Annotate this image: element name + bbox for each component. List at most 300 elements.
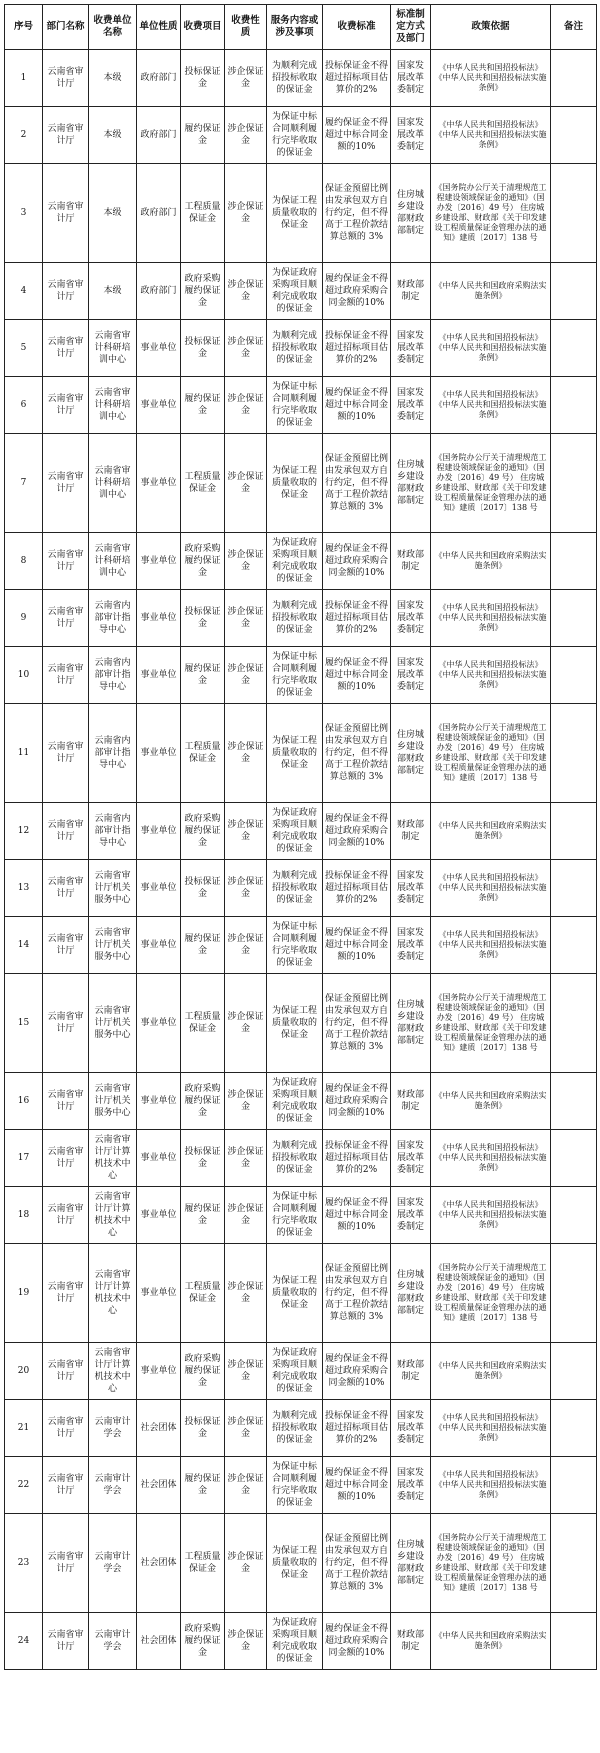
cell-remark (551, 704, 597, 803)
cell-standard: 保证金预留比例由发承包双方自行约定，但不得高于工程价款结算总额的 3% (323, 1514, 391, 1613)
cell-maker: 财政部制定 (391, 803, 431, 860)
table-row (5, 1244, 597, 1343)
cell-nature: 政府部门 (137, 164, 181, 263)
cell-remark (551, 1457, 597, 1514)
cell-type: 涉企保证金 (225, 917, 267, 974)
cell-unit: 云南省审计厅计算机技术中心 (89, 1187, 137, 1244)
cell-policy: 《国务院办公厅关于清理规范工程建设领域保证金的通知》（国办发〔2016〕49 号） 住房城乡建设部、财政部《关于印发建设工程质量保证金管理办法的通知》建质〔2017〕138 号 (431, 434, 551, 533)
cell-policy: 《中华人民共和国招投标法》《中华人民共和国招投标法实施条例》 (431, 377, 551, 434)
cell-maker: 财政部制定 (391, 1343, 431, 1400)
cell-nature: 政府部门 (137, 50, 181, 107)
table-row (5, 974, 597, 1073)
cell-remark (551, 647, 597, 704)
cell-no: 15 (5, 974, 43, 1073)
cell-maker: 国家发展改革委制定 (391, 860, 431, 917)
cell-maker: 国家发展改革委制定 (391, 107, 431, 164)
header-unit: 收费单位名称 (89, 5, 137, 50)
cell-standard: 投标保证金不得超过招标项目估算价的2% (323, 50, 391, 107)
cell-item: 政府采购履约保证金 (181, 533, 225, 590)
cell-remark (551, 1073, 597, 1130)
cell-nature: 事业单位 (137, 803, 181, 860)
cell-type: 涉企保证金 (225, 1130, 267, 1187)
cell-no: 5 (5, 320, 43, 377)
cell-service: 为顺利完成招投标收取的保证金 (267, 320, 323, 377)
cell-no: 10 (5, 647, 43, 704)
cell-unit: 云南省审计科研培训中心 (89, 533, 137, 590)
cell-type: 涉企保证金 (225, 860, 267, 917)
cell-type: 涉企保证金 (225, 377, 267, 434)
cell-service: 为保证政府采购项目顺利完成收取的保证金 (267, 533, 323, 590)
cell-unit: 本级 (89, 107, 137, 164)
cell-policy: 《中华人民共和国招投标法》《中华人民共和国招投标法实施条例》 (431, 320, 551, 377)
cell-item: 履约保证金 (181, 107, 225, 164)
cell-maker: 国家发展改革委制定 (391, 647, 431, 704)
cell-dept: 云南省审计厅 (43, 164, 89, 263)
table-row (5, 1187, 597, 1244)
cell-item: 履约保证金 (181, 917, 225, 974)
cell-standard: 履约保证金不得超过中标合同金额的10% (323, 1187, 391, 1244)
cell-standard: 保证金预留比例由发承包双方自行约定，但不得高于工程价款结算总额的 3% (323, 434, 391, 533)
table-row (5, 1514, 597, 1613)
header-policy: 政策依据 (431, 5, 551, 50)
cell-item: 投标保证金 (181, 590, 225, 647)
cell-maker: 财政部制定 (391, 263, 431, 320)
cell-dept: 云南省审计厅 (43, 533, 89, 590)
cell-nature: 事业单位 (137, 320, 181, 377)
cell-dept: 云南省审计厅 (43, 803, 89, 860)
cell-standard: 保证金预留比例由发承包双方自行约定，但不得高于工程价款结算总额的 3% (323, 1244, 391, 1343)
cell-nature: 社会团体 (137, 1514, 181, 1613)
cell-remark (551, 974, 597, 1073)
header-item: 收费项目 (181, 5, 225, 50)
cell-unit: 云南省审计科研培训中心 (89, 320, 137, 377)
cell-type: 涉企保证金 (225, 533, 267, 590)
cell-dept: 云南省审计厅 (43, 107, 89, 164)
cell-policy: 《中华人民共和国政府采购法实施条例》 (431, 263, 551, 320)
cell-dept: 云南省审计厅 (43, 377, 89, 434)
cell-no: 9 (5, 590, 43, 647)
cell-service: 为保证工程质量收取的保证金 (267, 704, 323, 803)
cell-type: 涉企保证金 (225, 974, 267, 1073)
header-nature: 单位性质 (137, 5, 181, 50)
cell-standard: 履约保证金不得超过政府采购合同金额的10% (323, 263, 391, 320)
cell-item: 投标保证金 (181, 320, 225, 377)
cell-no: 13 (5, 860, 43, 917)
cell-dept: 云南省审计厅 (43, 1613, 89, 1670)
cell-policy: 《国务院办公厅关于清理规范工程建设领域保证金的通知》（国办发〔2016〕49 号） 住房城乡建设部、财政部《关于印发建设工程质量保证金管理办法的通知》建质〔2017〕138 号 (431, 704, 551, 803)
cell-no: 20 (5, 1343, 43, 1400)
cell-policy: 《中华人民共和国招投标法》《中华人民共和国招投标法实施条例》 (431, 1130, 551, 1187)
cell-unit: 云南省审计厅机关服务中心 (89, 860, 137, 917)
cell-maker: 住房城乡建设部财政部制定 (391, 434, 431, 533)
cell-maker: 住房城乡建设部财政部制定 (391, 1244, 431, 1343)
cell-item: 政府采购履约保证金 (181, 263, 225, 320)
cell-service: 为保证政府采购项目顺利完成收取的保证金 (267, 803, 323, 860)
cell-service: 为顺利完成招投标收取的保证金 (267, 1130, 323, 1187)
cell-standard: 投标保证金不得超过招标项目估算价的2% (323, 590, 391, 647)
cell-maker: 住房城乡建设部财政部制定 (391, 974, 431, 1073)
table-row (5, 1400, 597, 1457)
cell-standard: 履约保证金不得超过中标合同金额的10% (323, 377, 391, 434)
cell-item: 工程质量保证金 (181, 974, 225, 1073)
cell-dept: 云南省审计厅 (43, 1457, 89, 1514)
cell-item: 政府采购履约保证金 (181, 803, 225, 860)
cell-maker: 国家发展改革委制定 (391, 917, 431, 974)
cell-maker: 国家发展改革委制定 (391, 50, 431, 107)
cell-service: 为保证工程质量收取的保证金 (267, 1244, 323, 1343)
cell-policy: 《中华人民共和国招投标法》《中华人民共和国招投标法实施条例》 (431, 1400, 551, 1457)
cell-unit: 云南省审计厅计算机技术中心 (89, 1130, 137, 1187)
cell-dept: 云南省审计厅 (43, 1400, 89, 1457)
cell-remark (551, 164, 597, 263)
cell-standard: 履约保证金不得超过政府采购合同金额的10% (323, 1343, 391, 1400)
cell-service: 为顺利完成招投标收取的保证金 (267, 590, 323, 647)
cell-maker: 国家发展改革委制定 (391, 1457, 431, 1514)
cell-unit: 云南省审计科研培训中心 (89, 377, 137, 434)
cell-type: 涉企保证金 (225, 164, 267, 263)
cell-policy: 《中华人民共和国招投标法》《中华人民共和国招投标法实施条例》 (431, 1457, 551, 1514)
cell-service: 为顺利完成招投标收取的保证金 (267, 860, 323, 917)
cell-policy: 《中华人民共和国招投标法》《中华人民共和国招投标法实施条例》 (431, 1187, 551, 1244)
table-row (5, 263, 597, 320)
cell-maker: 住房城乡建设部财政部制定 (391, 164, 431, 263)
cell-unit: 云南省内部审计指导中心 (89, 590, 137, 647)
header-remark: 备注 (551, 5, 597, 50)
cell-nature: 事业单位 (137, 1343, 181, 1400)
cell-policy: 《中华人民共和国政府采购法实施条例》 (431, 1343, 551, 1400)
cell-unit: 云南审计学会 (89, 1400, 137, 1457)
cell-type: 涉企保证金 (225, 263, 267, 320)
cell-item: 投标保证金 (181, 50, 225, 107)
cell-remark (551, 1613, 597, 1670)
cell-standard: 履约保证金不得超过政府采购合同金额的10% (323, 533, 391, 590)
cell-remark (551, 590, 597, 647)
table-row (5, 1613, 597, 1670)
table-row (5, 590, 597, 647)
cell-no: 17 (5, 1130, 43, 1187)
cell-standard: 投标保证金不得超过招标项目估算价的2% (323, 320, 391, 377)
table-row (5, 320, 597, 377)
cell-unit: 云南审计学会 (89, 1457, 137, 1514)
cell-remark (551, 803, 597, 860)
cell-type: 涉企保证金 (225, 1244, 267, 1343)
header-service: 服务内容或涉及事项 (267, 5, 323, 50)
cell-unit: 云南省审计科研培训中心 (89, 434, 137, 533)
cell-maker: 财政部制定 (391, 533, 431, 590)
cell-type: 涉企保证金 (225, 1400, 267, 1457)
cell-service: 为保证中标合同顺利履行完毕收取的保证金 (267, 377, 323, 434)
cell-nature: 事业单位 (137, 917, 181, 974)
cell-remark (551, 533, 597, 590)
cell-service: 为保证中标合同顺利履行完毕收取的保证金 (267, 647, 323, 704)
cell-no: 21 (5, 1400, 43, 1457)
cell-nature: 事业单位 (137, 1187, 181, 1244)
table-row (5, 50, 597, 107)
cell-type: 涉企保证金 (225, 1514, 267, 1613)
cell-unit: 云南省审计厅计算机技术中心 (89, 1244, 137, 1343)
cell-item: 工程质量保证金 (181, 1514, 225, 1613)
cell-dept: 云南省审计厅 (43, 263, 89, 320)
cell-service: 为顺利完成招投标收取的保证金 (267, 50, 323, 107)
cell-nature: 社会团体 (137, 1613, 181, 1670)
cell-nature: 事业单位 (137, 377, 181, 434)
cell-standard: 履约保证金不得超过中标合同金额的10% (323, 647, 391, 704)
cell-no: 16 (5, 1073, 43, 1130)
cell-maker: 住房城乡建设部财政部制定 (391, 704, 431, 803)
cell-remark (551, 107, 597, 164)
table-row (5, 1343, 597, 1400)
cell-dept: 云南省审计厅 (43, 590, 89, 647)
cell-standard: 投标保证金不得超过招标项目估算价的2% (323, 860, 391, 917)
cell-nature: 事业单位 (137, 590, 181, 647)
cell-standard: 履约保证金不得超过中标合同金额的10% (323, 1457, 391, 1514)
cell-remark (551, 50, 597, 107)
cell-unit: 本级 (89, 50, 137, 107)
cell-type: 涉企保证金 (225, 590, 267, 647)
cell-maker: 国家发展改革委制定 (391, 377, 431, 434)
cell-nature: 事业单位 (137, 533, 181, 590)
cell-remark (551, 1187, 597, 1244)
cell-dept: 云南省审计厅 (43, 1514, 89, 1613)
table-row (5, 917, 597, 974)
cell-policy: 《中华人民共和国招投标法》《中华人民共和国招投标法实施条例》 (431, 107, 551, 164)
table-row (5, 803, 597, 860)
cell-item: 投标保证金 (181, 1130, 225, 1187)
cell-service: 为保证中标合同顺利履行完毕收取的保证金 (267, 107, 323, 164)
cell-dept: 云南省审计厅 (43, 1130, 89, 1187)
cell-policy: 《中华人民共和国政府采购法实施条例》 (431, 533, 551, 590)
cell-no: 6 (5, 377, 43, 434)
cell-policy: 《国务院办公厅关于清理规范工程建设领域保证金的通知》（国办发〔2016〕49 号） 住房城乡建设部、财政部《关于印发建设工程质量保证金管理办法的通知》建质〔2017〕138 号 (431, 1244, 551, 1343)
table-body (5, 50, 597, 1670)
cell-dept: 云南省审计厅 (43, 974, 89, 1073)
cell-unit: 本级 (89, 263, 137, 320)
cell-standard: 履约保证金不得超过政府采购合同金额的10% (323, 1073, 391, 1130)
cell-item: 政府采购履约保证金 (181, 1343, 225, 1400)
header-dept: 部门名称 (43, 5, 89, 50)
cell-maker: 国家发展改革委制定 (391, 1400, 431, 1457)
cell-policy: 《中华人民共和国招投标法》《中华人民共和国招投标法实施条例》 (431, 590, 551, 647)
cell-policy: 《中华人民共和国招投标法》《中华人民共和国招投标法实施条例》 (431, 647, 551, 704)
cell-standard: 履约保证金不得超过中标合同金额的10% (323, 107, 391, 164)
cell-maker: 住房城乡建设部财政部制定 (391, 1514, 431, 1613)
cell-dept: 云南省审计厅 (43, 917, 89, 974)
header-standard: 收费标准 (323, 5, 391, 50)
cell-unit: 云南省审计厅计算机技术中心 (89, 1343, 137, 1400)
cell-item: 投标保证金 (181, 1400, 225, 1457)
cell-unit: 云南审计学会 (89, 1613, 137, 1670)
cell-remark (551, 1514, 597, 1613)
table-row (5, 164, 597, 263)
cell-unit: 云南省审计厅机关服务中心 (89, 917, 137, 974)
cell-remark (551, 1244, 597, 1343)
cell-remark (551, 860, 597, 917)
cell-unit: 云南省审计厅机关服务中心 (89, 1073, 137, 1130)
cell-type: 涉企保证金 (225, 1073, 267, 1130)
cell-standard: 履约保证金不得超过中标合同金额的10% (323, 917, 391, 974)
cell-dept: 云南省审计厅 (43, 647, 89, 704)
cell-service: 为保证工程质量收取的保证金 (267, 1514, 323, 1613)
cell-unit: 云南省内部审计指导中心 (89, 647, 137, 704)
cell-service: 为保证中标合同顺利履行完毕收取的保证金 (267, 1457, 323, 1514)
cell-item: 履约保证金 (181, 1457, 225, 1514)
cell-dept: 云南省审计厅 (43, 704, 89, 803)
cell-type: 涉企保证金 (225, 647, 267, 704)
cell-no: 19 (5, 1244, 43, 1343)
header-type: 收费性质 (225, 5, 267, 50)
cell-standard: 保证金预留比例由发承包双方自行约定，但不得高于工程价款结算总额的 3% (323, 164, 391, 263)
cell-service: 为保证政府采购项目顺利完成收取的保证金 (267, 1073, 323, 1130)
cell-policy: 《中华人民共和国招投标法》《中华人民共和国招投标法实施条例》 (431, 860, 551, 917)
cell-dept: 云南省审计厅 (43, 320, 89, 377)
cell-type: 涉企保证金 (225, 320, 267, 377)
cell-policy: 《中华人民共和国政府采购法实施条例》 (431, 1613, 551, 1670)
cell-dept: 云南省审计厅 (43, 1244, 89, 1343)
cell-maker: 国家发展改革委制定 (391, 1130, 431, 1187)
cell-maker: 财政部制定 (391, 1073, 431, 1130)
cell-service: 为保证工程质量收取的保证金 (267, 434, 323, 533)
table-row (5, 107, 597, 164)
cell-no: 3 (5, 164, 43, 263)
cell-item: 政府采购履约保证金 (181, 1613, 225, 1670)
cell-no: 1 (5, 50, 43, 107)
cell-type: 涉企保证金 (225, 1343, 267, 1400)
cell-dept: 云南省审计厅 (43, 1187, 89, 1244)
cell-nature: 事业单位 (137, 434, 181, 533)
cell-remark (551, 917, 597, 974)
cell-standard: 保证金预留比例由发承包双方自行约定，但不得高于工程价款结算总额的 3% (323, 704, 391, 803)
cell-policy: 《中华人民共和国政府采购法实施条例》 (431, 803, 551, 860)
table-row (5, 860, 597, 917)
cell-maker: 国家发展改革委制定 (391, 320, 431, 377)
cell-item: 履约保证金 (181, 1187, 225, 1244)
cell-unit: 本级 (89, 164, 137, 263)
table-row (5, 1073, 597, 1130)
cell-policy: 《中华人民共和国招投标法》《中华人民共和国招投标法实施条例》 (431, 917, 551, 974)
cell-policy: 《中华人民共和国政府采购法实施条例》 (431, 1073, 551, 1130)
cell-maker: 国家发展改革委制定 (391, 590, 431, 647)
cell-type: 涉企保证金 (225, 50, 267, 107)
cell-type: 涉企保证金 (225, 704, 267, 803)
cell-nature: 事业单位 (137, 860, 181, 917)
cell-standard: 投标保证金不得超过招标项目估算价的2% (323, 1130, 391, 1187)
header-row (5, 5, 597, 50)
cell-unit: 云南审计学会 (89, 1514, 137, 1613)
header-maker: 标准制定方式及部门 (391, 5, 431, 50)
cell-item: 履约保证金 (181, 377, 225, 434)
table-row (5, 647, 597, 704)
cell-remark (551, 434, 597, 533)
cell-nature: 事业单位 (137, 974, 181, 1073)
fee-table (4, 4, 597, 1670)
cell-no: 18 (5, 1187, 43, 1244)
cell-nature: 政府部门 (137, 107, 181, 164)
cell-policy: 《国务院办公厅关于清理规范工程建设领域保证金的通知》（国办发〔2016〕49 号） 住房城乡建设部、财政部《关于印发建设工程质量保证金管理办法的通知》建质〔2017〕138 号 (431, 974, 551, 1073)
cell-nature: 事业单位 (137, 1073, 181, 1130)
table-row (5, 533, 597, 590)
cell-service: 为保证工程质量收取的保证金 (267, 164, 323, 263)
cell-item: 工程质量保证金 (181, 434, 225, 533)
cell-item: 工程质量保证金 (181, 1244, 225, 1343)
cell-no: 24 (5, 1613, 43, 1670)
cell-service: 为保证中标合同顺利履行完毕收取的保证金 (267, 917, 323, 974)
cell-type: 涉企保证金 (225, 1613, 267, 1670)
cell-no: 11 (5, 704, 43, 803)
cell-nature: 事业单位 (137, 704, 181, 803)
table-row (5, 704, 597, 803)
cell-policy: 《中华人民共和国招投标法》《中华人民共和国招投标法实施条例》 (431, 50, 551, 107)
cell-item: 政府采购履约保证金 (181, 1073, 225, 1130)
cell-remark (551, 377, 597, 434)
cell-dept: 云南省审计厅 (43, 434, 89, 533)
cell-remark (551, 263, 597, 320)
cell-service: 为保证政府采购项目顺利完成收取的保证金 (267, 263, 323, 320)
cell-service: 为保证政府采购项目顺利完成收取的保证金 (267, 1613, 323, 1670)
cell-no: 14 (5, 917, 43, 974)
cell-standard: 履约保证金不得超过政府采购合同金额的10% (323, 803, 391, 860)
cell-standard: 保证金预留比例由发承包双方自行约定，但不得高于工程价款结算总额的 3% (323, 974, 391, 1073)
cell-nature: 政府部门 (137, 263, 181, 320)
cell-dept: 云南省审计厅 (43, 1073, 89, 1130)
cell-remark (551, 1130, 597, 1187)
cell-unit: 云南省内部审计指导中心 (89, 803, 137, 860)
table-row (5, 434, 597, 533)
cell-standard: 履约保证金不得超过政府采购合同金额的10% (323, 1613, 391, 1670)
table-row (5, 1457, 597, 1514)
cell-nature: 事业单位 (137, 647, 181, 704)
cell-unit: 云南省审计厅机关服务中心 (89, 974, 137, 1073)
cell-item: 履约保证金 (181, 647, 225, 704)
cell-maker: 财政部制定 (391, 1613, 431, 1670)
cell-no: 7 (5, 434, 43, 533)
cell-type: 涉企保证金 (225, 434, 267, 533)
cell-policy: 《国务院办公厅关于清理规范工程建设领域保证金的通知》（国办发〔2016〕49 号） 住房城乡建设部、财政部《关于印发建设工程质量保证金管理办法的通知》建质〔2017〕138 号 (431, 1514, 551, 1613)
cell-service: 为顺利完成招投标收取的保证金 (267, 1400, 323, 1457)
table-row (5, 377, 597, 434)
cell-dept: 云南省审计厅 (43, 1343, 89, 1400)
cell-remark (551, 1343, 597, 1400)
cell-nature: 社会团体 (137, 1400, 181, 1457)
cell-dept: 云南省审计厅 (43, 860, 89, 917)
cell-nature: 事业单位 (137, 1130, 181, 1187)
cell-nature: 社会团体 (137, 1457, 181, 1514)
cell-item: 工程质量保证金 (181, 164, 225, 263)
cell-item: 工程质量保证金 (181, 704, 225, 803)
cell-dept: 云南省审计厅 (43, 50, 89, 107)
cell-nature: 事业单位 (137, 1244, 181, 1343)
cell-no: 4 (5, 263, 43, 320)
cell-no: 23 (5, 1514, 43, 1613)
cell-service: 为保证工程质量收取的保证金 (267, 974, 323, 1073)
cell-type: 涉企保证金 (225, 803, 267, 860)
header-no: 序号 (5, 5, 43, 50)
cell-no: 12 (5, 803, 43, 860)
cell-no: 8 (5, 533, 43, 590)
cell-remark (551, 320, 597, 377)
cell-service: 为保证政府采购项目顺利完成收取的保证金 (267, 1343, 323, 1400)
cell-type: 涉企保证金 (225, 1187, 267, 1244)
cell-no: 22 (5, 1457, 43, 1514)
cell-policy: 《国务院办公厅关于清理规范工程建设领域保证金的通知》（国办发〔2016〕49 号） 住房城乡建设部、财政部《关于印发建设工程质量保证金管理办法的通知》建质〔2017〕138 号 (431, 164, 551, 263)
cell-service: 为保证中标合同顺利履行完毕收取的保证金 (267, 1187, 323, 1244)
cell-maker: 国家发展改革委制定 (391, 1187, 431, 1244)
cell-no: 2 (5, 107, 43, 164)
cell-remark (551, 1400, 597, 1457)
cell-type: 涉企保证金 (225, 107, 267, 164)
table-row (5, 1130, 597, 1187)
cell-type: 涉企保证金 (225, 1457, 267, 1514)
cell-item: 投标保证金 (181, 860, 225, 917)
